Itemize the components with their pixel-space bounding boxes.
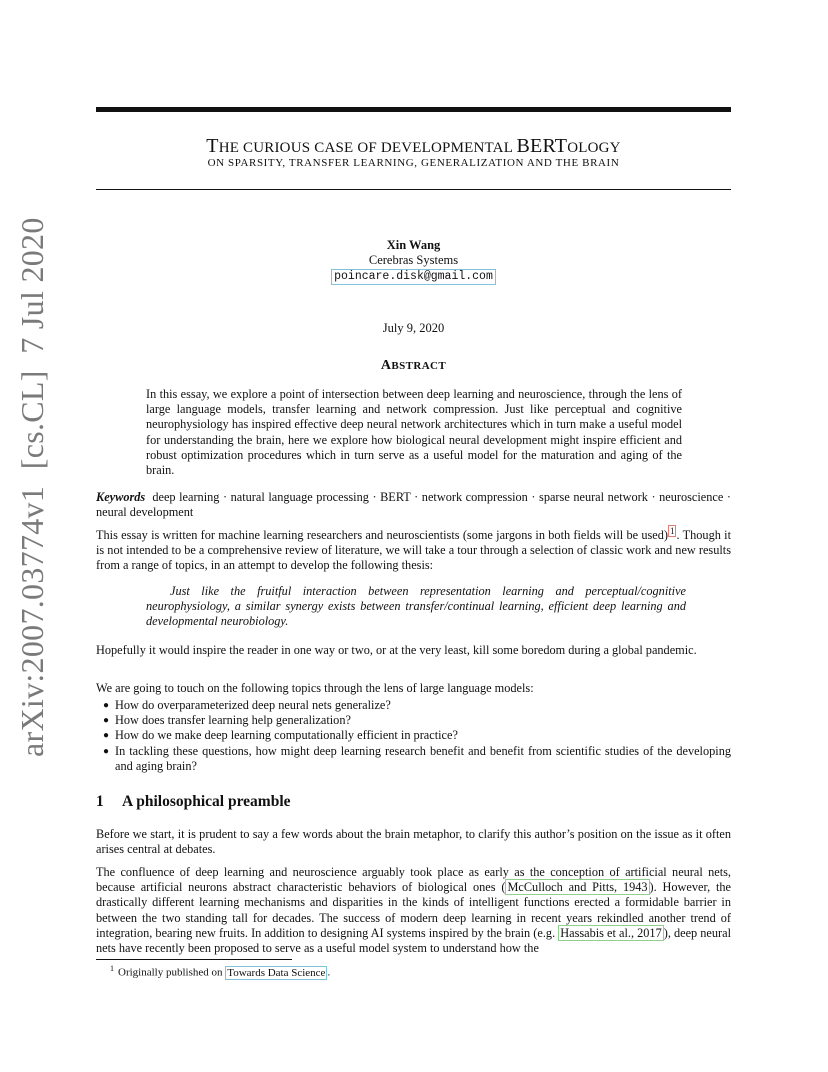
cite-sep: ,	[630, 925, 638, 940]
s1-p2-text-a: The confluence of deep learning and neuroscience arguably took place as early as the conception of artificial neural nets, because artificial neurons abstract characteristic behaviors of biological ones (	[96, 865, 731, 895]
citation-hassabis-link[interactable]	[558, 925, 663, 941]
title-bert: BERT	[516, 135, 568, 157]
bullet-icon: ●	[103, 730, 110, 742]
cite-year: 2017	[637, 925, 662, 940]
thesis-text: Just like the fruitful interaction between representation learning and perceptual/cognitive neurophysiology, a similar synergy exists between transfer/continual learning, efficient deep learning and developmental neurobiology.	[146, 584, 686, 629]
arxiv-stamp: arXiv:2007.03774v1 [cs.CL] 7 Jul 2020	[14, 217, 50, 757]
s1-p2-text-c: ), deep neural nets have recently been proposed to serve as a useful model system to understand how the	[96, 925, 731, 956]
author-block	[96, 238, 731, 285]
paper-title	[96, 135, 731, 158]
section-number: 1	[96, 793, 104, 810]
section-1-paragraph-1: Before we start, it is prudent to say a few words about the brain metaphor, to clarify this author’s position on the issue as it often arises central at debates.	[96, 827, 731, 857]
footnote-mark: 1	[110, 964, 114, 973]
abstract-heading-cap: A	[380, 358, 392, 373]
topic-text: How do overparameterized deep neural nets generalize?	[115, 698, 391, 712]
intro-paragraph-1	[96, 525, 731, 574]
list-item	[96, 713, 731, 728]
topic-text: How does transfer learning help generalization?	[115, 713, 351, 728]
topic-text: How do we make deep learning computationally efficient in practice?	[115, 728, 458, 743]
author-name: Xin Wang	[386, 238, 441, 252]
citation-mcculloch-link[interactable]	[505, 879, 649, 895]
footnote	[110, 962, 330, 980]
intro-paragraph-2: Hopefully it would inspire the reader in one way or two, or at the very least, kill some boredom during a global pandemic.	[96, 643, 697, 657]
footnote-link[interactable]: Towards Data Science	[227, 966, 326, 979]
title-cap: T	[206, 135, 219, 157]
cite-authors: McCulloch and Pitts	[507, 880, 615, 895]
list-item	[96, 744, 731, 774]
intro-p1-text-b: . Though it is not intended to be a comprehensive review of literature, we will take a tour through a selection of classic work and new results from a range of topics, in an attempt to develop the following thesis:	[96, 528, 731, 573]
bullet-icon: ●	[103, 745, 110, 757]
section-title: A philosophical preamble	[122, 793, 291, 810]
abstract-heading	[96, 358, 731, 374]
abstract-heading-sc: BSTRACT	[391, 360, 447, 372]
cite-authors: Hassabis et al.	[560, 925, 631, 940]
keywords	[96, 490, 731, 520]
bullet-icon: ●	[103, 700, 110, 711]
footnote-ref-link[interactable]: 1	[669, 525, 675, 536]
cite-sep: ,	[614, 880, 623, 895]
list-item	[96, 728, 731, 743]
paper-date: July 9, 2020	[382, 321, 445, 335]
keywords-text: deep learning · natural language processing · BERT · network compression · sparse neural network · neuroscience · neural development	[96, 490, 731, 520]
section-1-paragraph-2	[96, 865, 731, 956]
list-item	[96, 698, 731, 713]
thesis-quote	[146, 584, 686, 630]
title-top-rule	[96, 107, 731, 112]
footnote-rule	[96, 959, 292, 960]
keywords-label: Keywords	[96, 490, 146, 504]
author-affiliation: Cerebras Systems	[368, 253, 459, 267]
intro-p1-text-a: This essay is written for machine learning researchers and neuroscientists (some jargons in both fields will be used)	[96, 528, 668, 542]
bullet-icon: ●	[103, 715, 110, 727]
s1-p2-text-b: ). However, the drastically different learning mechanisms and disparities in the kinds of intelligent functions erected a formidable barrier in between the two standing tall for decades. The success of modern deep learning in recent years rekindled another trend of integration, bearing new fruits. In addition to designing AI systems inspired by the brain (e.g.	[96, 880, 731, 940]
intro-paragraph-3: We are going to touch on the following topics through the lens of large language models:	[96, 681, 534, 695]
title-bottom-rule	[96, 189, 731, 190]
abstract-text: In this essay, we explore a point of intersection between deep learning and neuroscience, through the lens of large language models, transfer learning and network compression. Just like perceptual and cognitive neurophysiology has inspired effective deep neural network architectures which in turn make a useful model for understanding the brain, here we explore how biological neural development might inspire efficient and robust optimization procedures which in turn serve as a useful model for the maturation and aging of the brain.	[146, 387, 682, 478]
topics-list	[96, 698, 731, 774]
topic-text: In tackling these questions, how might deep learning research benefit and benefit from scientific studies of the developing and aging brain?	[115, 743, 731, 773]
title-ology: OLOGY	[567, 140, 621, 156]
footnote-text: Originally published on	[118, 966, 226, 979]
footnote-end: .	[327, 966, 331, 979]
author-email-link[interactable]: poincare.disk@gmail.com	[331, 269, 496, 285]
title-smallcaps: HE CURIOUS CASE OF DEVELOPMENTAL	[218, 140, 517, 156]
section-1-heading	[96, 793, 291, 811]
paper-subtitle: ON SPARSITY, TRANSFER LEARNING, GENERALIZATION AND THE BRAIN	[207, 157, 620, 169]
cite-year: 1943	[622, 880, 648, 895]
